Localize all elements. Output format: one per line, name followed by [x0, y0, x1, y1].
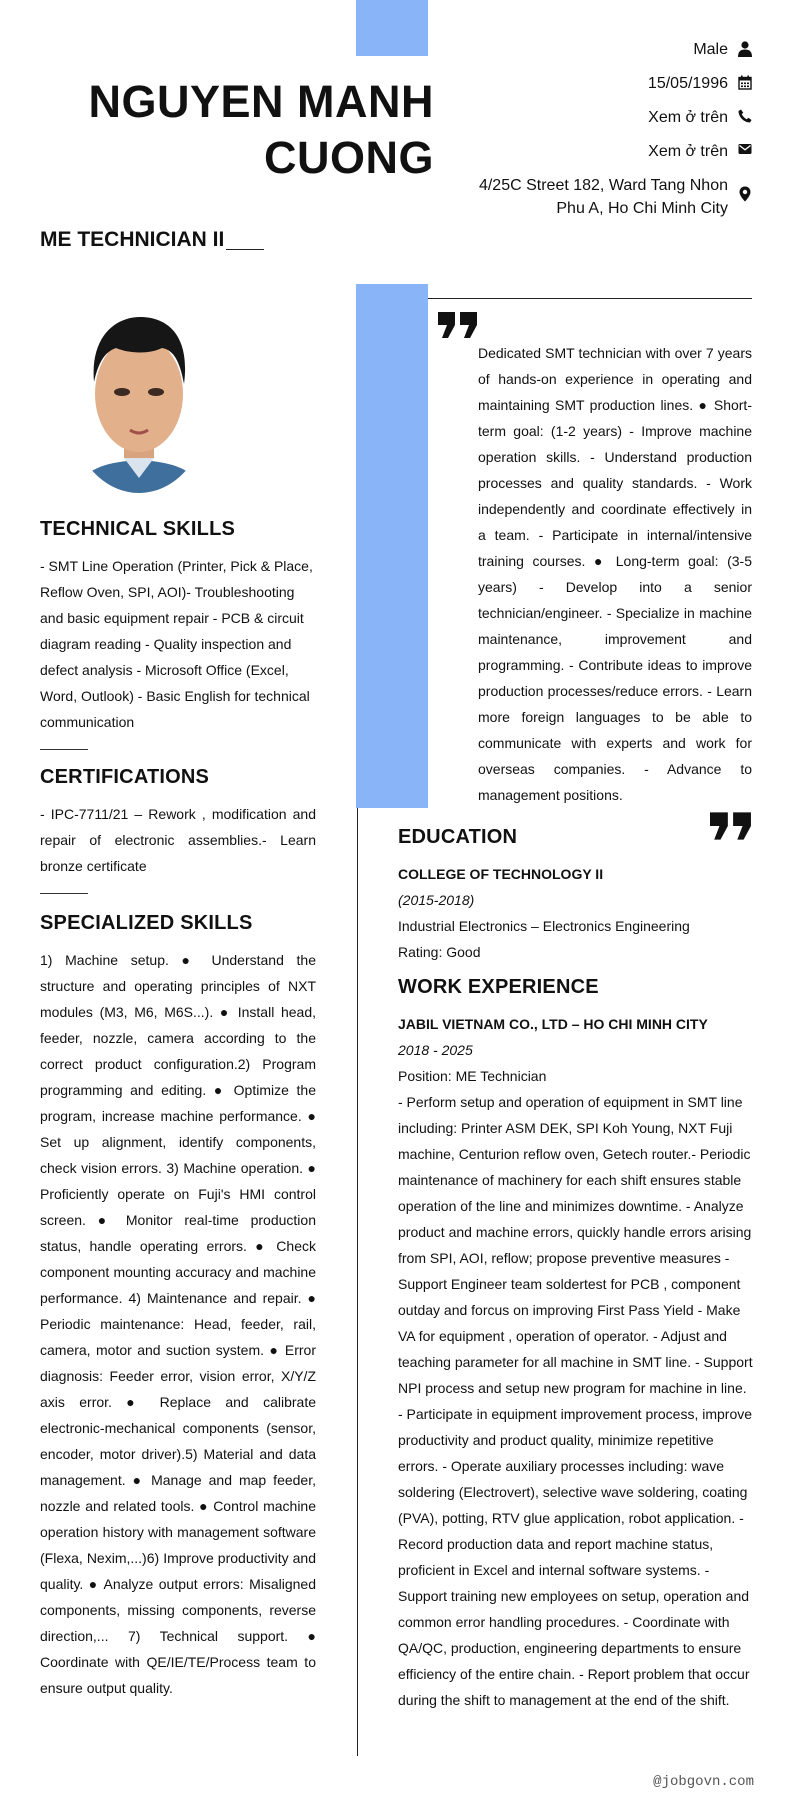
candidate-name [60, 74, 434, 186]
technical-skills-text: - SMT Line Operation (Printer, Pick & Place, Reflow Oven, SPI, AOI)- Troubleshooting and basic equipment repair - PCB & circuit diagram reading - Quality inspection and defect analysis - Microsoft Office (Excel, Word, Outlook) - Basic English for technical communication [40, 558, 313, 730]
column-divider [357, 808, 358, 1756]
school-name: COLLEGE OF TECHNOLOGY II [398, 866, 604, 882]
name-line-1: NGUYEN MANH [88, 76, 434, 127]
phone-text: Xem ở trên [648, 109, 728, 126]
work-period: 2018 - 2025 [398, 1042, 473, 1058]
job-title-underline [226, 249, 264, 250]
birthdate-text: 15/05/1996 [647, 75, 728, 92]
technical-skills-heading: TECHNICAL SKILLS [40, 518, 236, 540]
specialized-skills-heading: SPECIALIZED SKILLS [40, 912, 253, 934]
address-line-2: Phu A, Ho Chi Minh City [556, 200, 728, 217]
summary-top-rule [428, 298, 752, 299]
gender-text: Male [693, 41, 728, 58]
specialized-skills-text: 1) Machine setup. ● Understand the structure and operating principles of NXT modules (M3, M6, M6S...). ● Install head, feeder, nozzle, camera according to the correct product configuration.2) Program programming and editing. ● Optimize the program, increase machine performance. ● Set up alignment, identify components, check vision errors. 3) Machine operation. ● Proficiently operate on Fuji's HMI control screen. ● Monitor real-time production status, handle operating errors. ● Check component mounting accuracy and machine performance. 4) Maintenance and repair. ● Periodic maintenance: Head, feeder, rail, camera, motor and suction system. ● Error diagnosis: Feeder error, vision error, X/Y/Z axis error. ● Replace and calibrate electronic-mechanical components (sensor, encoder, motor driver).5) Material and data management. ● Manage and map feeder, nozzle and related tools. ● Control machine operation history with management software (Flexa, Nexim,...)6) Improve productivity and quality. ● Analyze output errors: Misaligned components, missing components, reverse direction,... 7) Technical support. ● Coordinate with QE/IE/TE/Process team to ensure output quality. [40, 952, 316, 1696]
job-title [40, 228, 264, 252]
contact-email [454, 140, 754, 163]
technical-skills-section [40, 518, 316, 750]
company-name: JABIL VIETNAM CO., LTD – HO CHI MINH CITY [398, 1016, 708, 1032]
contact-address [454, 174, 754, 220]
contact-phone [454, 106, 754, 129]
envelope-icon [736, 140, 754, 155]
work-experience-section [398, 976, 754, 1713]
contact-list [454, 38, 754, 231]
work-description: - Perform setup and operation of equipment in SMT line including: Printer ASM DEK, SPI Koh Young, NXT Fuji machine, Centurion reflow oven, Getech router.- Periodic maintenance of machinery for each shift ensures stable operation of the line and minimizes downtime. - Analyze product and machine errors, quickly handle errors arising from SPI, AOI, reflow; propose preventive measures - Support Engineer team soldertest for PCB , component outday and forcus on improving First Pass Yield - Make VA for equipment , operation of operator. - Adjust and teaching parameter for all machine in SMT line. - Support NPI process and setup new program for machine in line. - Participate in equipment improvement process, improve productivity and product quality, minimize repetitive errors. - Operate auxiliary processes including: wave soldering (Electrovert), selective wave soldering, coating (PVA), potting, RTV glue application, robot application. - Record production data and report machine status, proficient in Excel and internal software systems. - Support training new employees on setup, operation and common error handling procedures. - Coordinate with QA/QC, production, engineering departments to ensure efficiency of the entire chain. - Report problem that occur during the shift to management at the end of the shift. [398, 1094, 753, 1708]
profile-photo [66, 302, 212, 494]
phone-icon [736, 106, 754, 123]
education-rating: Rating: Good [398, 944, 481, 960]
open-quote-icon [438, 312, 478, 343]
name-line-2: CUONG [264, 132, 434, 183]
education-heading: EDUCATION [398, 826, 518, 848]
education-major: Industrial Electronics – Electronics Engineering [398, 918, 690, 934]
calendar-icon [736, 72, 754, 90]
specialized-skills-section [40, 912, 316, 1701]
watermark-text: @jobgovn.com [653, 1774, 754, 1790]
person-icon [736, 38, 754, 57]
certifications-heading: CERTIFICATIONS [40, 766, 210, 788]
certifications-text: - IPC-7711/21 – Rework , modification and repair of electronic assemblies.- Learn bronze certificate [40, 806, 316, 874]
education-period: (2015-2018) [398, 892, 475, 908]
accent-bar-top [356, 0, 428, 56]
contact-birthdate [454, 72, 754, 95]
work-experience-heading: WORK EXPERIENCE [398, 976, 599, 998]
accent-bar-side [356, 284, 428, 808]
address-text [479, 174, 728, 220]
certifications-section [40, 766, 316, 894]
contact-gender [454, 38, 754, 61]
address-line-1: 4/25C Street 182, Ward Tang Nhon [478, 177, 728, 194]
section-separator [40, 749, 88, 750]
education-section [398, 826, 754, 965]
work-position: Position: ME Technician [398, 1068, 547, 1084]
email-text: Xem ở trên [648, 143, 728, 160]
career-summary: Dedicated SMT technician with over 7 years of hands-on experience in operating and maintaining SMT production lines. ● Short-term goal: (1-2 years) - Improve machine operation skills. - Understand production processes and quality standards. - Work independently and coordinate effectively in a team. - Participate in internal/intensive training courses. ● Long-term goal: (3-5 years) - Develop into a senior technician/engineer. - Specialize in machine maintenance, improvement and programming. - Contribute ideas to improve production processes/reduce errors. - Learn more foreign languages to be able to communicate with experts and work for overseas companies. - Advance to management positions. [478, 345, 752, 803]
section-separator [40, 893, 88, 894]
job-title-text: ME TECHNICIAN II [40, 228, 225, 251]
location-pin-icon [736, 174, 754, 202]
